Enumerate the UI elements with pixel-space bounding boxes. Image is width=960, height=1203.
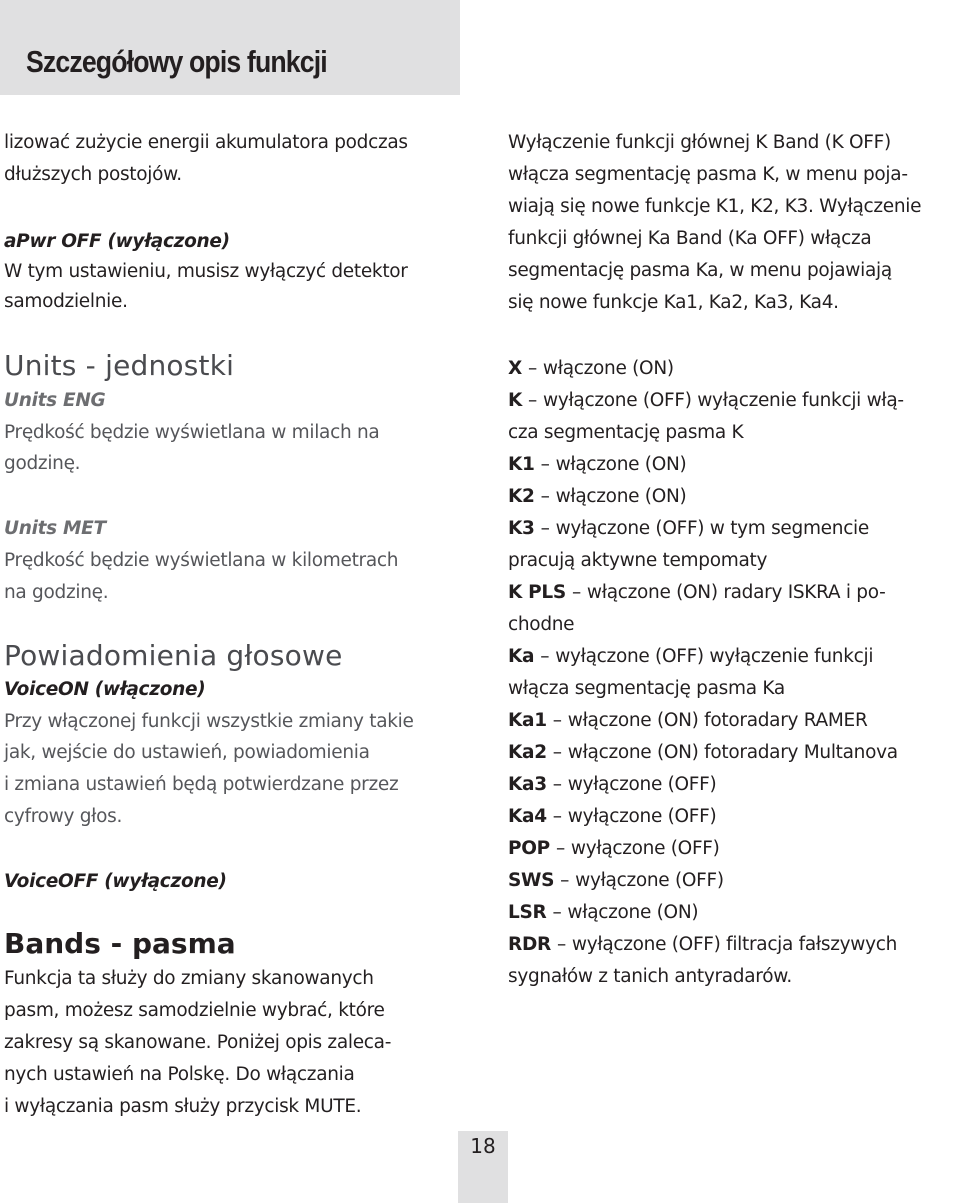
page-number-box: [458, 1131, 508, 1203]
band-dash: –: [556, 934, 566, 955]
band-key: K2: [508, 486, 535, 507]
intro-line: dłuższych postojów.: [4, 164, 182, 185]
band-text: włączone (ON): [567, 902, 699, 923]
apwr-line: samodzielnie.: [4, 291, 128, 312]
intro-line: lizować zużycie energii akumulatora podczas: [4, 132, 408, 153]
band-key: Ka4: [508, 806, 547, 827]
band-text: wyłączone (OFF) w tym segmencie: [555, 518, 869, 539]
band-dash: –: [528, 390, 537, 411]
voice-on-line: cyfrowy głos.: [4, 806, 123, 827]
band-text: wyłączone (OFF): [570, 838, 720, 859]
band-row: [508, 353, 674, 385]
voice-on-line: Przy włączonej funkcji wszystkie zmiany takie: [4, 711, 414, 732]
units-eng-line: Prędkość będzie wyświetlana w milach na: [4, 422, 380, 443]
band-row: [508, 801, 716, 833]
band-dash: –: [571, 582, 581, 603]
band-text: wyłączone (OFF): [575, 870, 724, 891]
band-text: wyłączone (OFF) filtracja fałszywych: [571, 934, 898, 955]
band-row: [508, 513, 869, 545]
page-number: 18: [470, 1134, 496, 1158]
band-key: Ka3: [508, 774, 547, 795]
band-row: [508, 737, 898, 769]
bands-line: pasm, możesz samodzielnie wybrać, które: [4, 1000, 385, 1021]
band-dash: –: [540, 486, 550, 507]
band-row-cont: cza segmentację pasma K: [508, 422, 744, 443]
bands-line: nych ustawień na Polskę. Do włączania: [4, 1064, 355, 1085]
units-met-line: Prędkość będzie wyświetlana w kilometrach: [4, 550, 399, 571]
units-met-title: Units MET: [4, 518, 106, 539]
band-key: RDR: [508, 934, 551, 955]
band-row: [508, 929, 897, 961]
intro-line: wiają się nowe funkcje K1, K2, K3. Wyłączenie: [508, 196, 922, 217]
voice-on-title: VoiceON (włączone): [4, 679, 206, 700]
band-text: wyłączone (OFF) wyłączenie funkcji: [555, 646, 874, 667]
intro-line: segmentację pasma Ka, w menu pojawiają: [508, 260, 892, 281]
band-text: włączone (ON) fotoradary RAMER: [567, 710, 868, 731]
intro-line: włącza segmentację pasma K, w menu poja-: [508, 164, 908, 185]
band-key: SWS: [508, 870, 555, 891]
band-dash: –: [552, 710, 562, 731]
band-dash: –: [540, 518, 550, 539]
band-dash: –: [552, 774, 562, 795]
band-row-cont: chodne: [508, 614, 575, 635]
band-row: [508, 897, 698, 929]
band-text: włączone (ON): [542, 358, 674, 379]
band-row: [508, 705, 868, 737]
band-row: [508, 833, 720, 865]
band-key: K: [508, 390, 523, 411]
bands-line: Funkcja ta służy do zmiany skanowanych: [4, 968, 374, 989]
band-key: K1: [508, 454, 535, 475]
band-dash: –: [552, 806, 562, 827]
voice-heading: Powiadomienia głosowe: [4, 639, 343, 672]
band-dash: –: [555, 838, 565, 859]
band-row: [508, 449, 686, 481]
band-dash: –: [560, 870, 570, 891]
intro-line: się nowe funkcje Ka1, Ka2, Ka3, Ka4.: [508, 292, 839, 313]
band-text: włączone (ON) fotoradary Multanova: [567, 742, 898, 763]
apwr-title: aPwr OFF (wyłączone): [4, 231, 230, 252]
band-dash: –: [552, 742, 562, 763]
band-key: K3: [508, 518, 535, 539]
units-eng-title: Units ENG: [4, 390, 106, 411]
header-band: [0, 0, 460, 95]
band-key: Ka1: [508, 710, 547, 731]
band-row: [508, 641, 873, 673]
voice-on-line: jak, wejście do ustawień, powiadomienia: [4, 742, 370, 763]
band-row: [508, 769, 716, 801]
band-key: LSR: [508, 902, 547, 923]
intro-line: funkcji głównej Ka Band (Ka OFF) włącza: [508, 228, 872, 249]
apwr-line: W tym ustawieniu, musisz wyłączyć detektor: [4, 261, 408, 282]
voice-off-title: VoiceOFF (wyłączone): [4, 871, 227, 892]
band-text: wyłączone (OFF): [567, 806, 717, 827]
band-row: [508, 865, 724, 897]
band-text: włączone (ON): [555, 486, 687, 507]
band-dash: –: [540, 646, 550, 667]
units-met-line: na godzinę.: [4, 582, 109, 603]
band-text: wyłączone (OFF): [567, 774, 717, 795]
units-eng-line: godzinę.: [4, 453, 81, 474]
band-key: K PLS: [508, 582, 566, 603]
band-key: X: [508, 358, 522, 379]
band-row: [508, 577, 885, 609]
units-heading: Units - jednostki: [4, 349, 235, 382]
band-row-cont: włącza segmentację pasma Ka: [508, 678, 785, 699]
band-key: Ka2: [508, 742, 547, 763]
band-dash: –: [540, 454, 550, 475]
band-key: Ka: [508, 646, 535, 667]
bands-line: zakresy są skanowane. Poniżej opis zaleca-: [4, 1032, 392, 1053]
band-text: wyłączone (OFF) wyłączenie funkcji włą-: [543, 390, 904, 411]
band-dash: –: [552, 902, 562, 923]
band-row: [508, 385, 904, 417]
voice-on-line: i zmiana ustawień będą potwierdzane przez: [4, 774, 399, 795]
band-text: włączone (ON) radary ISKRA i po-: [586, 582, 886, 603]
band-row: [508, 481, 686, 513]
band-row-cont: sygnałów z tanich antyradarów.: [508, 966, 792, 987]
band-row-cont: pracują aktywne tempomaty: [508, 550, 768, 571]
band-text: włączone (ON): [555, 454, 687, 475]
intro-line: Wyłączenie funkcji głównej K Band (K OFF): [508, 132, 891, 153]
bands-line: i wyłączania pasm służy przycisk MUTE.: [4, 1096, 362, 1117]
page-title: Szczegółowy opis funkcji: [26, 44, 327, 79]
band-dash: –: [527, 358, 537, 379]
bands-heading: Bands - pasma: [4, 927, 236, 960]
band-key: POP: [508, 838, 550, 859]
